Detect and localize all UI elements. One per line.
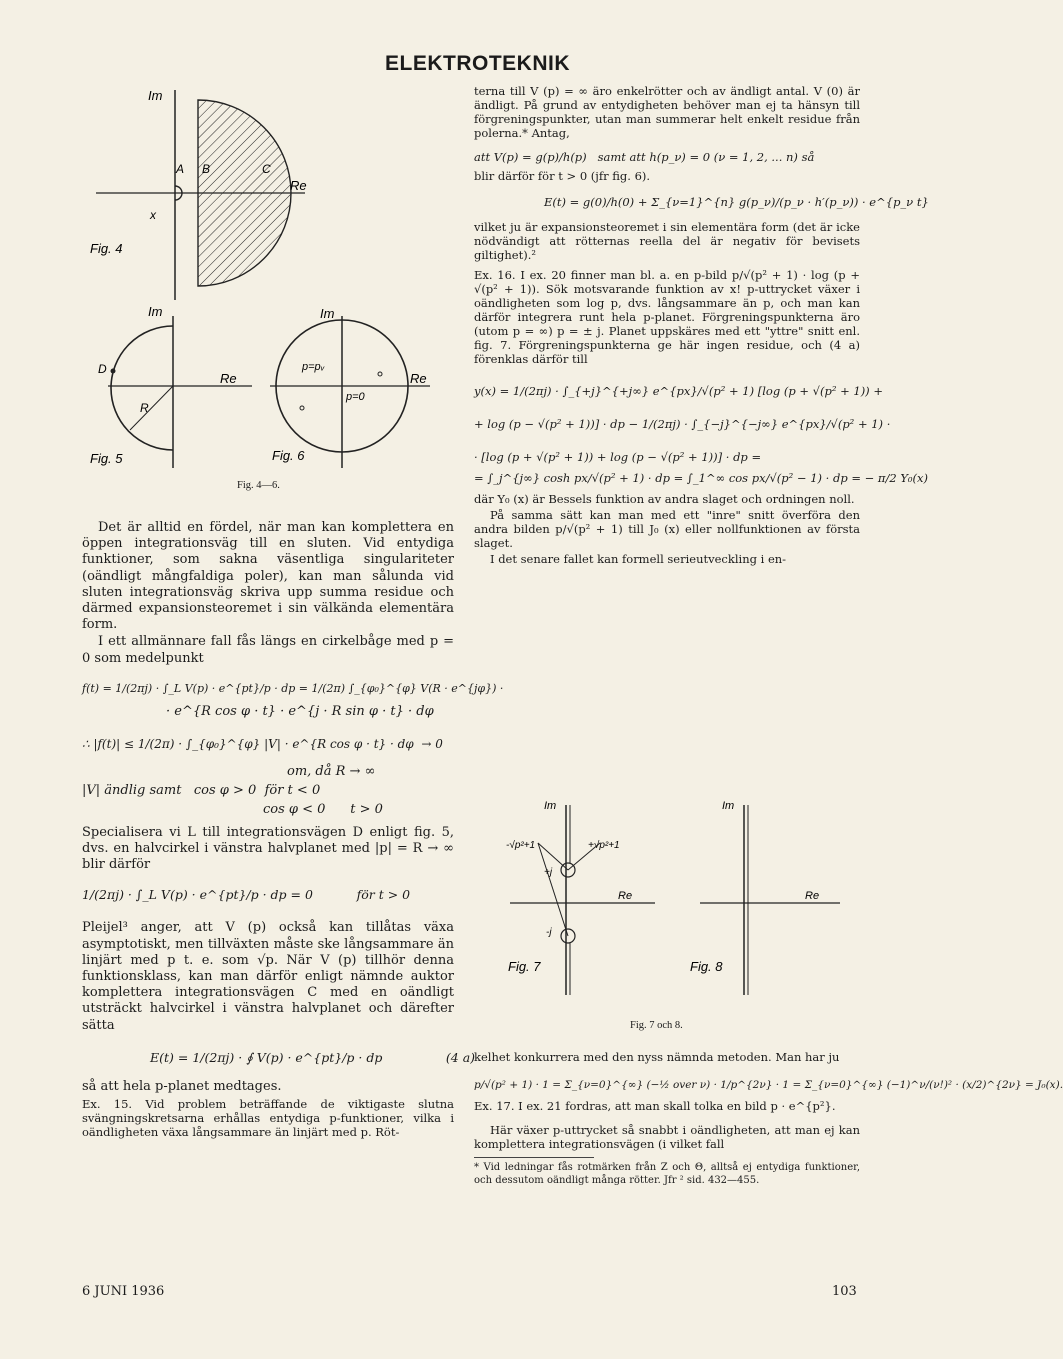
figure-caption-7-8: Fig. 7 och 8. — [630, 1020, 683, 1031]
equation: E(t) = g(0)/h(0) + Σ_{ν=1}^{n} g(p_ν)/(p_ν · h′(p_ν)) · e^{p_ν t} — [544, 195, 929, 209]
right-column-lower — [474, 1050, 1063, 1187]
page-title: ELEKTROTEKNIK — [385, 52, 570, 75]
example-15: Ex. 15. Vid problem beträffande de viktigaste slutna svängningskretsarna erhållas entydiga p-funktioner, vilka i oändligheten växa långsammare än linjärt med p. Röt- — [82, 1097, 454, 1140]
fig5-d-label: D — [98, 362, 107, 376]
paragraph: I det senare fallet kan formell serieutveckling i en- — [490, 552, 787, 566]
equation: = ∫_j^{j∞} cosh px/√(p² + 1) · dp = ∫_1^∞ cos px/√(p² − 1) · dp = − π/2 Y₀(x) — [474, 471, 928, 485]
example-16: Ex. 16. I ex. 20 finner man bl. a. en p-bild p/√(p² + 1) · log (p + √(p² + 1)). Sök motsvarande funktion av x! p-uttrycket växer i oändligheten som log p, dvs. långsammare än p, och man kan därför integrera runt hela p-planet. Förgreningspunkterna äro (utom p = ∞) p = ± j. Planet uppskäres med ett "yttre" snitt enl. fig. 7. Förgreningspunkterna ge här ingen residue, och (4 a) förenklas därför till — [474, 268, 860, 366]
paragraph: Här växer p-uttrycket så snabbt i oändligheten, att man ej kan komplettera integrationsvägen (i vilket fall — [474, 1123, 860, 1151]
equation: + log (p − √(p² + 1))] · dp − 1/(2πj) · ∫_{−j}^{−j∞} e^{px}/√(p² + 1) · — [474, 417, 891, 431]
paragraph: Det är alltid en fördel, när man kan komplettera en öppen integrationsväg till en sluten. Vid entydiga funktioner, som sakna väsentliga singulariteter (oändligt mångfaldiga poler), kan man sålunda vid sluten integrationsväg skriva upp summa residue och därmed expansionsteoremet i sin välkända elementära form. — [82, 520, 454, 633]
fig7-pj-label: +j — [544, 867, 553, 878]
fig6-pv-label: p=pᵥ — [302, 361, 325, 373]
fig4-c-label: C — [262, 162, 271, 176]
equation: ∴ |f(t)| ≤ 1/(2π) · ∫_{φ₀}^{φ} |V| · e^{R cos φ · t} · dφ → 0 — [82, 736, 443, 751]
paragraph: På samma sätt kan man med ett "inre" snitt överföra den andra bilden p/√(p² + 1) till J₀ (x) eller nollfunktionen av första slaget. — [474, 508, 860, 550]
fig6-re-label: Re — [410, 371, 427, 386]
right-column — [474, 84, 929, 566]
equation: |V| ändlig samt cos φ > 0 för t < 0 — [82, 782, 321, 798]
fig7-mj-label: -j — [546, 927, 552, 938]
fig6-label: Fig. 6 — [272, 448, 305, 463]
fig5-r-label: R — [140, 401, 149, 415]
footnote: * Vid ledningar fås rotmärken från Z och Θ, alltså ej entydiga funktioner, och dessutom oändligt många rötter. Jfr ² sid. 432—455. — [474, 1162, 860, 1186]
fig7-right-label: +√p²+1 — [588, 840, 620, 851]
fig5-im-label: Im — [148, 304, 163, 319]
fig6-im-label: Im — [320, 306, 335, 321]
fig5-re-label: Re — [220, 371, 237, 386]
equation: om, då R → ∞ — [287, 763, 376, 779]
fig8-re-label: Re — [805, 890, 820, 902]
page-number: 103 — [832, 1284, 857, 1299]
fig8-label: Fig. 8 — [690, 959, 723, 974]
paragraph: Pleijel³ anger, att V (p) också kan tillåtas växa asymptotiskt, men tillväxten måste ske långsammare än linjärt med p t. e. som √p. När V (p) tillhör denna funktionsklass, kan man därför enligt nämnde auktor komplettera integrationsvägen C med en oändligt utsträckt halvcirkel i vänstra halvplanet och därefter sätta — [82, 920, 454, 1033]
paragraph: terna till V (p) = ∞ äro enkelrötter och av ändligt antal. V (0) är ändligt. På grund av entydigheten behöver man ej ta hänsyn till förgreningspunkter, utan man summerar helt enkelt residue från polerna.* Antag, — [474, 84, 860, 140]
left-column — [82, 520, 504, 1140]
equation: cos φ < 0 t > 0 — [263, 801, 383, 817]
example-17: Ex. 17. I ex. 21 fordras, att man skall tolka en bild p · e^{p²}. — [474, 1099, 836, 1113]
fig4-x-label: x — [150, 208, 156, 222]
fig7-label: Fig. 7 — [508, 959, 541, 974]
paragraph: vilket ju är expansionsteoremet i sin elementära form (det är icke nödvändigt att rötternas reella del är negativ för bevisets giltighet).² — [474, 220, 860, 262]
equation: 1/(2πj) · ∫_L V(p) · e^{pt}/p · dp = 0 för t > 0 — [82, 887, 411, 903]
fig7-im-label: Im — [544, 800, 557, 812]
fig4-im-label: Im — [148, 88, 163, 103]
equation: p/√(p² + 1) · 1 = Σ_{ν=0}^{∞} (−½ over ν) · 1/p^{2ν} · 1 = Σ_{ν=0}^{∞} (−1)^ν/(ν!)² · (x/2)^{2ν} = J₀(x). — [474, 1079, 1063, 1091]
fig4 — [90, 88, 307, 300]
figures-7-8 — [500, 795, 860, 1015]
fig4-label: Fig. 4 — [90, 241, 123, 256]
fig7 — [506, 800, 655, 995]
paragraph: blir därför för t > 0 (jfr fig. 6). — [474, 169, 651, 183]
fig7-left-label: -√p²+1 — [506, 840, 536, 851]
fig6-p0-label: p=0 — [346, 391, 365, 403]
fig4-re-label: Re — [290, 178, 307, 193]
fig5 — [90, 304, 252, 468]
fig5-label: Fig. 5 — [90, 451, 123, 466]
equation: · e^{R cos φ · t} · e^{j · R sin φ · t} · dφ — [166, 703, 434, 719]
fig8-im-label: Im — [722, 800, 735, 812]
fig8 — [690, 800, 840, 995]
figure-caption-4-6: Fig. 4—6. — [237, 480, 280, 491]
fig7-re-label: Re — [618, 890, 633, 902]
equation: y(x) = 1/(2πj) · ∫_{+j}^{+j∞} e^{px}/√(p² + 1) [log (p + √(p² + 1)) + — [474, 384, 883, 398]
fig4-b-label: B — [202, 162, 211, 176]
fig6 — [270, 306, 430, 468]
paragraph: så att hela p-planet medtages. — [82, 1078, 282, 1094]
equation: · [log (p + √(p² + 1)) + log (p − √(p² + 1))] · dp = — [474, 450, 762, 464]
paragraph: där Y₀ (x) är Bessels funktion av andra slaget och ordningen noll. — [474, 492, 855, 506]
equation: att V(p) = g(p)/h(p) samt att h(p_ν) = 0 (ν = 1, 2, ... n) så — [474, 150, 815, 164]
figures-4-6 — [80, 78, 450, 478]
fig4-a-label: A — [176, 162, 185, 176]
paragraph: Specialisera vi L till integrationsvägen D enligt fig. 5, dvs. en halvcirkel i vänstra halvplanet med |p| = R → ∞ blir därför — [82, 824, 454, 873]
equation: f(t) = 1/(2πj) · ∫_L V(p) · e^{pt}/p · dp = 1/(2π) ∫_{φ₀}^{φ} V(R · e^{jφ}) · — [82, 681, 504, 695]
equation: E(t) = 1/(2πj) · ∮ V(p) · e^{pt}/p · dp (4 a) — [150, 1049, 476, 1065]
footer-date: 6 JUNI 1936 — [82, 1284, 165, 1299]
paragraph: kelhet konkurrera med den nyss nämnda metoden. Man har ju — [474, 1050, 840, 1064]
paragraph: I ett allmännare fall fås längs en cirkelbåge med p = 0 som medelpunkt — [82, 634, 454, 666]
